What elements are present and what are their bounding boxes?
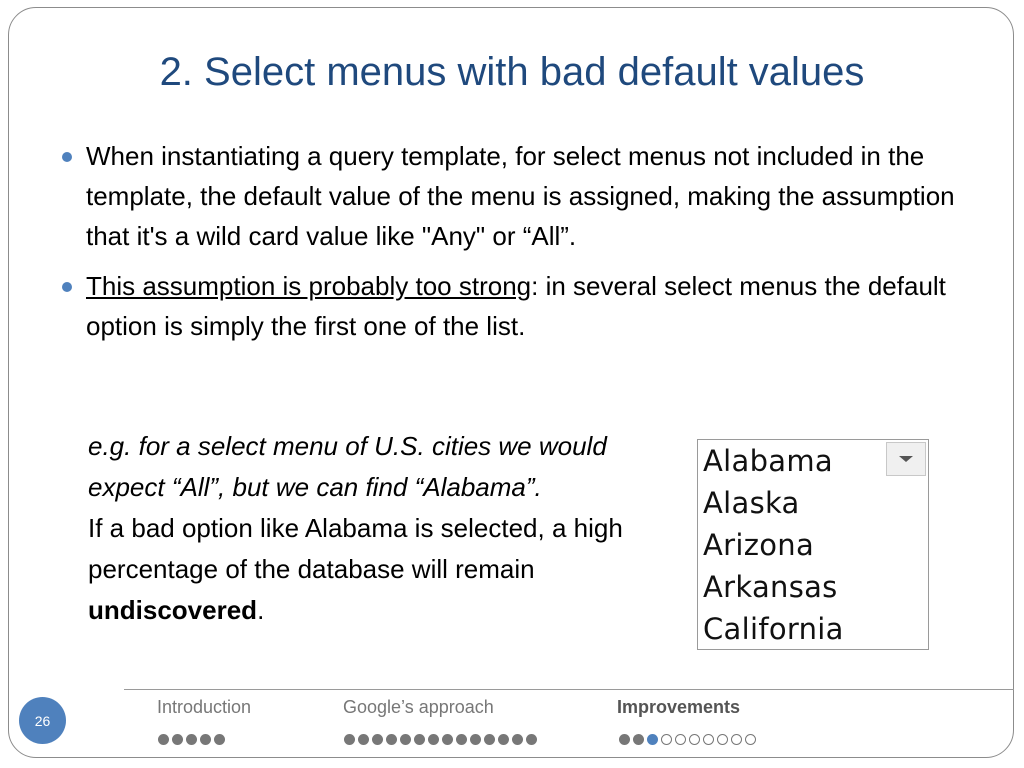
nav-section-introduction[interactable]: Introduction bbox=[157, 697, 252, 717]
select-option: Alaska bbox=[703, 486, 800, 520]
nav-section-google-approach[interactable]: Google’s approach bbox=[343, 697, 494, 717]
slide-title: 2. Select menus with bad default values bbox=[159, 50, 865, 94]
bullet-list bbox=[62, 136, 972, 356]
nav-dot[interactable] bbox=[689, 734, 700, 745]
nav-dots-google-approach bbox=[344, 730, 537, 748]
example-end-text: . bbox=[257, 595, 265, 625]
select-menu-image bbox=[697, 439, 929, 650]
bullet-underlined-text: This assumption is probably too strong bbox=[86, 271, 532, 301]
nav-dot[interactable] bbox=[372, 734, 383, 745]
nav-dot[interactable] bbox=[186, 734, 197, 745]
nav-dot[interactable] bbox=[358, 734, 369, 745]
nav-dots-introduction bbox=[158, 730, 225, 748]
nav-dot[interactable] bbox=[456, 734, 467, 745]
bullet-text: When instantiating a query template, for select menus not included in the template, the default value of the menu is assigned, making the assumption that it's a wild card value like "Any" or “All”. bbox=[86, 141, 955, 251]
bullet-dot-icon bbox=[62, 282, 72, 292]
nav-dot[interactable] bbox=[661, 734, 672, 745]
nav-dots-improvements bbox=[619, 730, 756, 748]
nav-dot[interactable] bbox=[512, 734, 523, 745]
example-bold-text: undiscovered bbox=[88, 595, 258, 625]
nav-dot[interactable] bbox=[526, 734, 537, 745]
nav-dot[interactable] bbox=[717, 734, 728, 745]
bullet-dot-icon bbox=[62, 152, 72, 162]
nav-dot[interactable] bbox=[442, 734, 453, 745]
nav-dot[interactable] bbox=[344, 734, 355, 745]
nav-dot[interactable] bbox=[675, 734, 686, 745]
nav-dot[interactable] bbox=[400, 734, 411, 745]
nav-dot[interactable] bbox=[470, 734, 481, 745]
nav-dot[interactable] bbox=[745, 734, 756, 745]
dropdown-arrow-icon bbox=[886, 442, 926, 476]
nav-dot[interactable] bbox=[619, 734, 630, 745]
nav-dot[interactable] bbox=[647, 734, 658, 745]
nav-dot[interactable] bbox=[633, 734, 644, 745]
nav-dot[interactable] bbox=[386, 734, 397, 745]
select-option: Arkansas bbox=[703, 570, 838, 604]
nav-dot[interactable] bbox=[731, 734, 742, 745]
nav-section-improvements[interactable]: Improvements bbox=[617, 697, 741, 717]
page-number-badge: 26 bbox=[19, 697, 66, 744]
bullet-text: : in several select menus the default option is simply the first one of the list. bbox=[86, 271, 946, 341]
nav-dot[interactable] bbox=[214, 734, 225, 745]
example-paragraph bbox=[88, 426, 658, 631]
nav-dot[interactable] bbox=[172, 734, 183, 745]
bullet-item bbox=[62, 136, 972, 256]
nav-dot[interactable] bbox=[498, 734, 509, 745]
nav-dot[interactable] bbox=[200, 734, 211, 745]
footer-divider bbox=[124, 689, 1014, 690]
example-italic-text: e.g. for a select menu of U.S. cities we would expect “All”, but we can find “Alabama”. bbox=[88, 431, 607, 502]
select-option: California bbox=[703, 612, 844, 646]
nav-dot[interactable] bbox=[484, 734, 495, 745]
example-plain-text: If a bad option like Alabama is selected, a high percentage of the database will remain bbox=[88, 513, 623, 584]
nav-dot[interactable] bbox=[414, 734, 425, 745]
select-option: Arizona bbox=[703, 528, 815, 562]
select-option: Alabama bbox=[703, 444, 833, 478]
nav-dot[interactable] bbox=[703, 734, 714, 745]
bullet-item bbox=[62, 266, 972, 346]
nav-dot[interactable] bbox=[158, 734, 169, 745]
nav-dot[interactable] bbox=[428, 734, 439, 745]
